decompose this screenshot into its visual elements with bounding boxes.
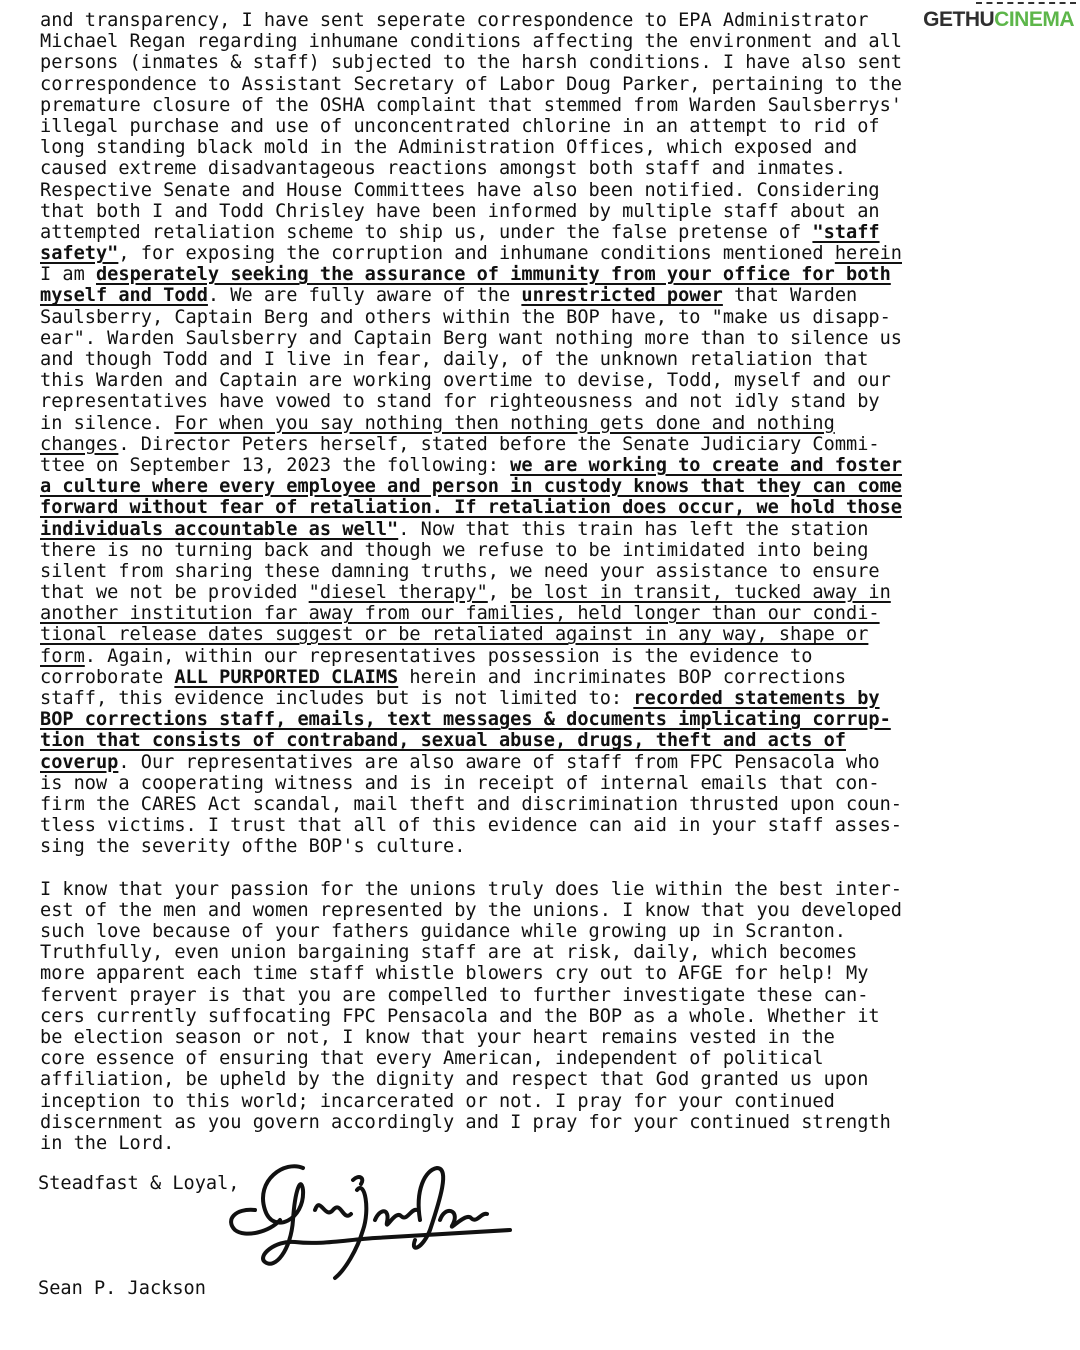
watermark-part-2: CINEMA: [994, 8, 1074, 31]
text-line: [40, 285, 1050, 306]
underlined-text: forward without fear of retaliation. If retaliation does occur, we hold those: [40, 497, 902, 519]
underlined-text: "diesel therapy": [308, 582, 488, 604]
underlined-text: desperately seeking the assurance of immunity from your office for both: [95, 264, 891, 286]
text-segment: Saulsberry, Captain Berg and others within the BOP have, to "make us disapp-: [40, 306, 891, 328]
underlined-text: myself and Todd: [40, 285, 208, 307]
underlined-text: herein: [834, 243, 902, 265]
underlined-text: BOP corrections staff, emails, text messages & documents implicating corrup-: [40, 709, 891, 731]
underlined-text: tion that consists of contraband, sexual abuse, drugs, theft and acts of: [40, 730, 846, 752]
text-segment: Truthfully, even union bargaining staff are at risk, daily, which becomes: [40, 942, 858, 964]
text-segment: more apparent each time staff whistle blowers cry out to AFGE for help! My: [40, 963, 869, 985]
text-segment: that we not be provided: [40, 582, 309, 604]
watermark-part-1: GETHU: [923, 8, 995, 31]
underlined-text: a culture where every employee and person in custody knows that they can come: [40, 476, 902, 498]
text-line: [40, 1048, 1050, 1069]
text-segment: cers currently suffocating FPC Pensacola and the BOP as a whole. Whether it: [40, 1005, 880, 1027]
text-segment: . Director Peters herself, stated before the Senate Judiciary Commi-: [118, 433, 880, 455]
underlined-text: coverup: [40, 751, 119, 773]
text-line: [40, 413, 1050, 434]
text-line: [40, 900, 1050, 921]
text-segment: representatives have vowed to stand for righteousness and not idly stand by: [40, 391, 880, 413]
text-segment: caused extreme disadvantageous reactions amongst both staff and inmates.: [40, 158, 846, 180]
underlined-text: we are working to create and foster: [510, 454, 902, 476]
text-segment: sing the severity ofthe BOP's culture.: [40, 836, 466, 858]
text-segment: correspondence to Assistant Secretary of Labor Doug Parker, pertaining to the: [40, 73, 902, 95]
text-segment: there is no turning back and though we refuse to be intimidated into being: [40, 539, 869, 561]
text-line: [40, 434, 1050, 455]
text-segment: that Warden: [722, 285, 858, 307]
text-segment: this Warden and Captain are working overtime to devise, Todd, myself and our: [40, 370, 891, 392]
letter-body: [40, 10, 1050, 1154]
text-line: [40, 561, 1050, 582]
text-line: [40, 836, 1050, 857]
text-line: [40, 52, 1050, 73]
text-segment: illegal purchase and use of unconcentrated chlorine in an attempt to rid of: [40, 115, 880, 137]
text-line: [40, 667, 1050, 688]
text-line: [40, 815, 1050, 836]
text-segment: . Our representatives are also aware of staff from FPC Pensacola who: [118, 751, 880, 773]
text-line: [40, 1069, 1050, 1090]
underlined-text: be lost in transit, tucked away in: [510, 582, 891, 604]
text-line: [40, 1133, 1050, 1154]
underlined-text: changes: [40, 433, 119, 455]
text-segment: corroborate: [40, 666, 175, 688]
text-segment: ear". Warden Saulsberry and Captain Berg want nothing more than to silence us: [40, 327, 902, 349]
text-segment: ,: [487, 582, 511, 604]
text-segment: est of the men and women represented by the unions. I know that you developed: [40, 899, 902, 921]
text-line: [40, 391, 1050, 412]
underlined-text: unrestricted power: [521, 285, 723, 307]
text-line: [40, 730, 1050, 751]
text-line: [40, 942, 1050, 963]
text-line: [40, 497, 1050, 518]
text-segment: Respective Senate and House Committees have also been notified. Considering: [40, 179, 880, 201]
text-segment: Michael Regan regarding inhumane conditions affecting the environment and all: [40, 31, 902, 53]
underlined-text: tional release dates suggest or be retaliated against in any way, shape or: [40, 624, 869, 646]
text-line: [40, 243, 1050, 264]
text-segment: staff, this evidence includes but is not limited to:: [40, 688, 634, 709]
text-line: [40, 646, 1050, 667]
underlined-text: ALL PURPORTED CLAIMS: [174, 666, 399, 688]
text-line: [40, 1112, 1050, 1133]
text-line: [40, 116, 1050, 137]
handwritten-signature: [225, 1150, 525, 1290]
text-line: [40, 1027, 1050, 1048]
text-line: [40, 95, 1050, 116]
text-segment: attempted retaliation scheme to ship us, under the false pretense of: [40, 221, 813, 243]
text-line: [40, 455, 1050, 476]
underlined-text: form: [40, 645, 85, 667]
watermark-logo: [923, 8, 1074, 32]
text-line: [40, 307, 1050, 328]
text-line: [40, 603, 1050, 624]
text-segment: premature closure of the OSHA complaint that stemmed from Warden Saulsberrys': [40, 94, 902, 116]
text-segment: I am: [40, 264, 96, 286]
text-line: [40, 985, 1050, 1006]
underlined-text: another institution far: [40, 603, 309, 625]
text-line: [40, 794, 1050, 815]
text-line: [40, 74, 1050, 95]
paragraph-gap: [40, 858, 1050, 879]
text-line: [40, 476, 1050, 497]
text-segment: ttee on September 13, 2023 the following:: [40, 454, 511, 476]
text-segment: and transparency, I have sent seperate correspondence to EPA Administrator: [40, 10, 869, 31]
text-line: [40, 709, 1050, 730]
text-line: [40, 752, 1050, 773]
text-segment: discernment as you govern accordingly and I pray for your continued strength: [40, 1111, 891, 1133]
text-segment: fervent prayer is that you are compelled to further investigate these can-: [40, 984, 869, 1006]
text-line: [40, 540, 1050, 561]
text-segment: I know that your passion for the unions truly does lie within the best inter-: [40, 878, 902, 900]
text-line: [40, 328, 1050, 349]
underlined-text: For when you say nothing then nothing gets done and nothing: [174, 412, 835, 434]
text-segment: , for exposing the corruption and inhumane conditions mentioned: [118, 243, 835, 265]
text-segment: core essence of ensuring that every American, independent of political: [40, 1048, 824, 1070]
text-line: [40, 370, 1050, 391]
text-segment: that both I and Todd Chrisley have been informed by multiple staff about an: [40, 200, 880, 222]
text-segment: firm the CARES Act scandal, mail theft and discrimination thrusted upon coun-: [40, 793, 902, 815]
text-line: [40, 624, 1050, 645]
text-line: [40, 264, 1050, 285]
underlined-text: "staff: [812, 221, 880, 243]
closing-salutation: Steadfast & Loyal,: [38, 1173, 240, 1194]
text-line: [40, 879, 1050, 900]
text-segment: . Again, within our representatives possession is the evidence to: [84, 645, 813, 667]
text-segment: tless victims. I trust that all of this evidence can aid in your staff asses-: [40, 815, 902, 837]
text-segment: . We are fully aware of the: [207, 285, 522, 307]
text-line: [40, 1006, 1050, 1027]
text-segment: herein and incriminates BOP corrections: [398, 666, 847, 688]
text-line: [40, 773, 1050, 794]
text-segment: and though Todd and I live in fear, daily, of the unknown retaliation that: [40, 349, 869, 370]
text-segment: in silence.: [40, 412, 175, 434]
text-line: [40, 180, 1050, 201]
text-line: [40, 1091, 1050, 1112]
text-segment: be election season or not, I know that your heart remains vested in the: [40, 1027, 835, 1048]
text-line: [40, 137, 1050, 158]
underlined-text: individuals accountable as well": [40, 518, 399, 540]
text-line: [40, 688, 1050, 709]
underlined-text: recorded statements by: [633, 688, 880, 709]
text-line: [40, 222, 1050, 243]
text-line: [40, 31, 1050, 52]
text-segment: inception to this world; incarcerated or not. I pray for your continued: [40, 1090, 835, 1112]
text-line: [40, 349, 1050, 370]
text-line: [40, 921, 1050, 942]
text-line: [40, 10, 1050, 31]
signer-name: Sean P. Jackson: [38, 1278, 206, 1299]
underlined-text: away from our families, held longer than our condi-: [308, 603, 880, 625]
text-segment: in the Lord.: [40, 1132, 175, 1154]
text-segment: long standing black mold in the Administration Offices, which exposed and: [40, 137, 858, 159]
text-line: [40, 582, 1050, 603]
text-segment: silent from sharing these damning truths, we need your assistance to ensure: [40, 560, 880, 582]
underlined-text: safety": [40, 243, 119, 265]
text-segment: affiliation, be upheld by the dignity and respect that God granted us upon: [40, 1069, 869, 1091]
text-line: [40, 158, 1050, 179]
text-line: [40, 963, 1050, 984]
text-segment: persons (inmates & staff) subjected to the harsh conditions. I have also sent: [40, 52, 902, 74]
text-segment: is now a cooperating witness and is in receipt of internal emails that con-: [40, 772, 880, 794]
text-segment: such love because of your fathers guidance while growing up in Scranton.: [40, 921, 846, 943]
text-segment: . Now that this train has left the station: [398, 518, 869, 540]
paragraph-evidence: [40, 10, 1050, 858]
text-line: [40, 519, 1050, 540]
paragraph-unions: [40, 879, 1050, 1154]
text-line: [40, 201, 1050, 222]
